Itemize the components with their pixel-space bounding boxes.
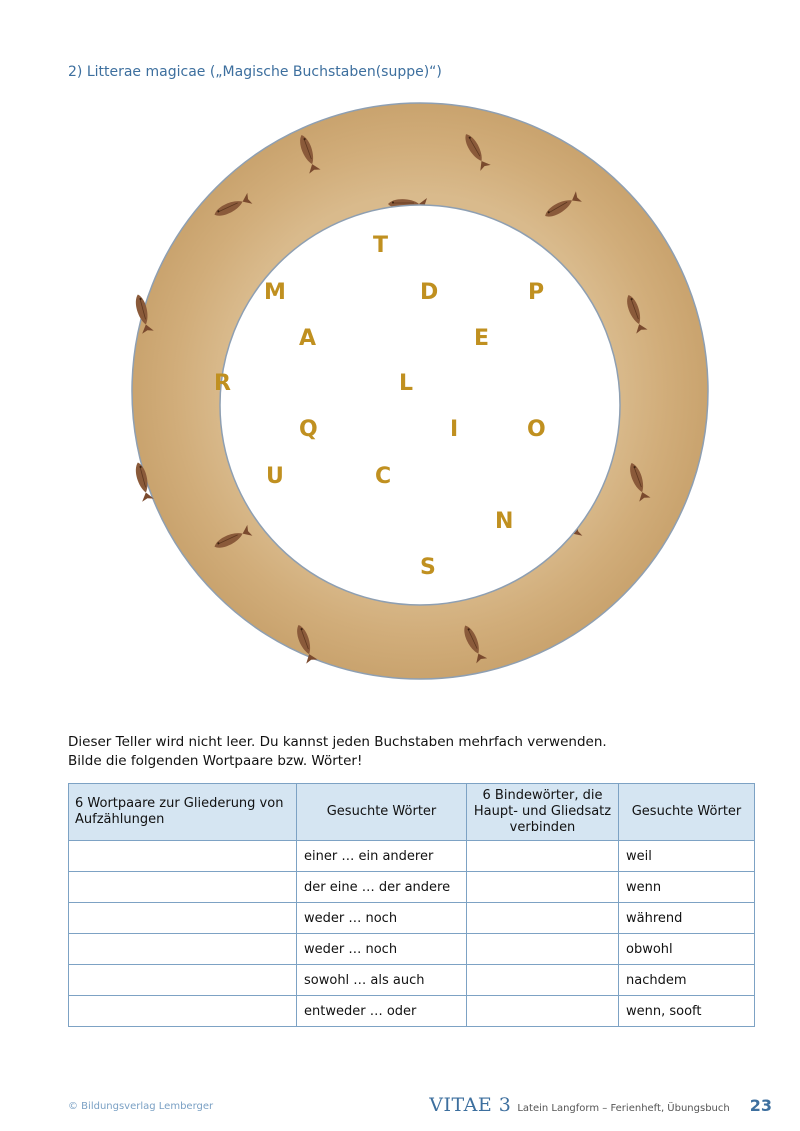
instructions	[68, 733, 607, 771]
table-cell: einer … ein anderer	[297, 841, 467, 872]
column-header: 6 Bindewörter, die Haupt- und Gliedsatz verbinden	[467, 784, 619, 841]
plate-letter: E	[474, 326, 490, 351]
word-pairs-table	[68, 783, 755, 1027]
plate-letter: R	[214, 371, 231, 396]
book-subtitle: Latein Langform – Ferienheft, Übungsbuch	[517, 1103, 730, 1114]
table-cell: wenn	[619, 872, 755, 903]
instruction-line: Dieser Teller wird nicht leer. Du kannst jeden Buchstaben mehrfach verwenden.	[68, 734, 607, 750]
table-cell: weder … noch	[297, 934, 467, 965]
answer-cell[interactable]	[467, 965, 619, 996]
plate-letter: T	[373, 233, 389, 258]
table-row	[69, 996, 755, 1027]
answer-cell[interactable]	[69, 841, 297, 872]
table-cell: weil	[619, 841, 755, 872]
table-row	[69, 934, 755, 965]
column-header: 6 Wortpaare zur Gliederung von Aufzählungen	[69, 784, 297, 841]
column-header: Gesuchte Wörter	[619, 784, 755, 841]
answer-cell[interactable]	[467, 996, 619, 1027]
instruction-line: Bilde die folgenden Wortpaare bzw. Wörter!	[68, 753, 363, 769]
table-cell: nachdem	[619, 965, 755, 996]
footer-branding	[429, 1094, 772, 1116]
table-cell: während	[619, 903, 755, 934]
answer-cell[interactable]	[467, 934, 619, 965]
table-row	[69, 872, 755, 903]
answer-cell[interactable]	[467, 841, 619, 872]
plate-letter: O	[527, 417, 546, 442]
plate-letter: A	[299, 326, 317, 351]
column-header: Gesuchte Wörter	[297, 784, 467, 841]
plate-letter: U	[266, 464, 284, 489]
plate-letter: M	[264, 280, 286, 305]
table-cell: entweder … oder	[297, 996, 467, 1027]
letter-plate	[129, 100, 711, 682]
plate-letter: L	[399, 371, 414, 396]
plate-letter: I	[450, 417, 459, 442]
page-number: 23	[749, 1096, 772, 1115]
plate-letter: P	[528, 280, 545, 305]
copyright-notice: © Bildungsverlag Lemberger	[68, 1101, 214, 1112]
answer-cell[interactable]	[69, 903, 297, 934]
table-cell: sowohl … als auch	[297, 965, 467, 996]
table-row	[69, 965, 755, 996]
plate-letter: D	[420, 280, 439, 305]
answer-cell[interactable]	[69, 934, 297, 965]
plate-letter: N	[495, 509, 514, 534]
answer-cell[interactable]	[467, 903, 619, 934]
answer-cell[interactable]	[69, 965, 297, 996]
plate-letter: Q	[299, 417, 318, 442]
plate-letter: C	[375, 464, 392, 489]
table-row	[69, 903, 755, 934]
table-row	[69, 841, 755, 872]
answer-cell[interactable]	[467, 872, 619, 903]
plate-graphic	[129, 100, 711, 682]
answer-cell[interactable]	[69, 872, 297, 903]
section-heading: 2) Litterae magicae („Magische Buchstaben(suppe)“)	[68, 64, 442, 80]
answer-cell[interactable]	[69, 996, 297, 1027]
table-cell: wenn, sooft	[619, 996, 755, 1027]
table-header-row	[69, 784, 755, 841]
table-cell: obwohl	[619, 934, 755, 965]
table-cell: weder … noch	[297, 903, 467, 934]
book-brand: VITAE 3	[429, 1094, 512, 1116]
plate-letter: S	[420, 555, 436, 580]
table-cell: der eine … der andere	[297, 872, 467, 903]
